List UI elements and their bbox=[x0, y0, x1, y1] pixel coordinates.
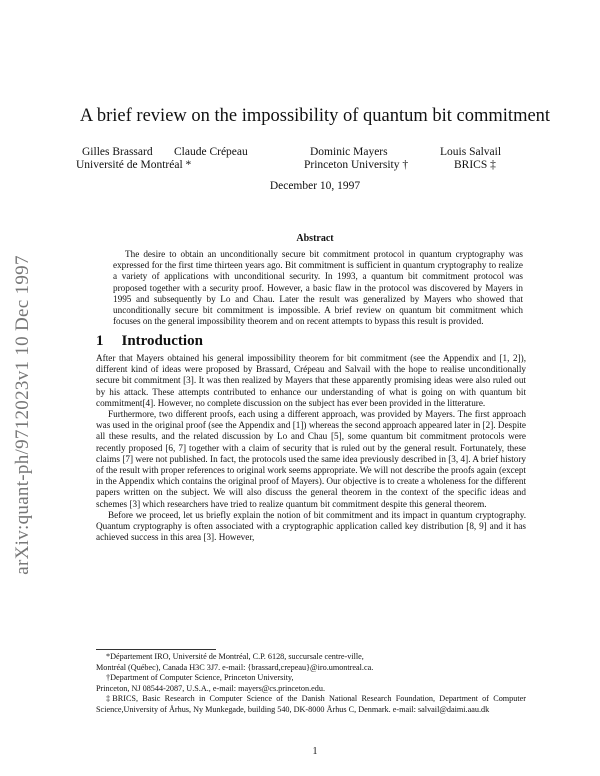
footnote-line: *Département IRO, Université de Montréal, C.P. 6128, succursale centre-ville, bbox=[106, 652, 364, 661]
page-number: 1 bbox=[312, 746, 318, 757]
abstract-text: The desire to obtain an unconditionally secure bit commitment protocol in quantum cryptography was expressed for the first time thirteen years ago. Bit commitment is sufficient in quantum cryptography to realize a variety of applications with unconditional security. In 1993, a quantum bit commitment protocol was proposed together with a security proof. However, a basic flaw in the protocol was discovered by Mayers in 1995 and subsequently by Lo and Chau. Later the result was generalized by Mayers who showed that unconditionally secure bit commitment is impossible. A brief review on quantum bit commitment which focuses on the general impossibility theorem and on recent attempts to bypass this result is provided. bbox=[113, 249, 523, 327]
footnote-rule bbox=[96, 649, 216, 650]
author-affiliation: BRICS ‡ bbox=[454, 159, 496, 171]
author-name: Gilles Brassard bbox=[82, 146, 153, 158]
paragraph: After that Mayers obtained his general impossibility theorem for bit commitment (see the Appendix and [1, 2]), different kind of ideas were proposed by Brassard, Crépeau and Salvail with the hope to realise unconditionally secure bit commitment [3]. It was then realized by Mayers that these apparently promising ideas were also ruled out by his attack. These attempts contributed to enhance our understanding of what is going on with quantum bit commitment[4]. However, no complete discussion on the subject has ever been provided in the litterature. bbox=[96, 353, 526, 408]
section-number: 1 bbox=[96, 333, 104, 349]
author-name: Claude Crépeau bbox=[174, 146, 248, 158]
footnote-line: †Department of Computer Science, Princeton University, bbox=[106, 673, 294, 682]
author-affiliation: Princeton University † bbox=[304, 159, 409, 171]
footnotes bbox=[96, 652, 526, 715]
paper-date: December 10, 1997 bbox=[269, 180, 361, 192]
footnote-line: ‡BRICS, Basic Research in Computer Science of the Danish National Research Foundation, Department of Computer Science,University of Århus, Ny Munkegade, building 540, DK-8000 Århus C, Denmark. e-mail: salvail@daimi.aau.dk bbox=[96, 694, 526, 714]
paper-title: A brief review on the impossibility of quantum bit commitment bbox=[79, 106, 551, 126]
shared-affiliation: Université de Montréal * bbox=[76, 159, 192, 171]
footnote-line: Montréal (Québec), Canada H3C 3J7. e-mail: {brassard,crepeau}@iro.umontreal.ca. bbox=[96, 662, 374, 672]
author-name: Dominic Mayers bbox=[310, 146, 388, 158]
paragraph: Before we proceed, let us briefly explain the notion of bit commitment and its impact in quantum cryptography. Quantum cryptography is often associated with a cryptographic application called key distribution [8, 9] and it has achieved success in this area [3]. However, bbox=[96, 509, 526, 543]
footnote-line: Princeton, NJ 08544-2087, U.S.A., e-mail: mayers@cs.princeton.edu. bbox=[96, 683, 326, 693]
body-text bbox=[96, 353, 526, 543]
arxiv-margin-identifier: arXiv:quant-ph/9712023v1 10 Dec 1997 bbox=[12, 255, 33, 575]
section-heading bbox=[96, 333, 203, 350]
paragraph: Furthermore, two different proofs, each using a different approach, was provided by Mayers. The first approach was used in the original proof (see the Appendix and [1]) whereas the second approach appeared later in [2]. Despite all these results, and the related discussion by Lo and Chau [5], some quantum bit commitment protocols were recently proposed [6, 7] together with a claim of security that is ruled out by the general result. Fortunately, these claims [7] were not published. In fact, the protocols used the same idea previously described in [3, 4]. A brief history of the result with proper references to original work seems appropriate. We will not describe the proofs again (except in the Appendix which contains the original proof of Mayers). Our objective is to create a wholeness for the different papers written on the subject. We will also discuss the general theorem in the context of the specific ideas and schemes [3] which researchers have tried to realize quantum bit commitment despite this general theorem. bbox=[96, 409, 526, 509]
abstract-heading: Abstract bbox=[296, 233, 334, 244]
section-title: Introduction bbox=[121, 333, 203, 349]
author-name: Louis Salvail bbox=[440, 146, 502, 158]
